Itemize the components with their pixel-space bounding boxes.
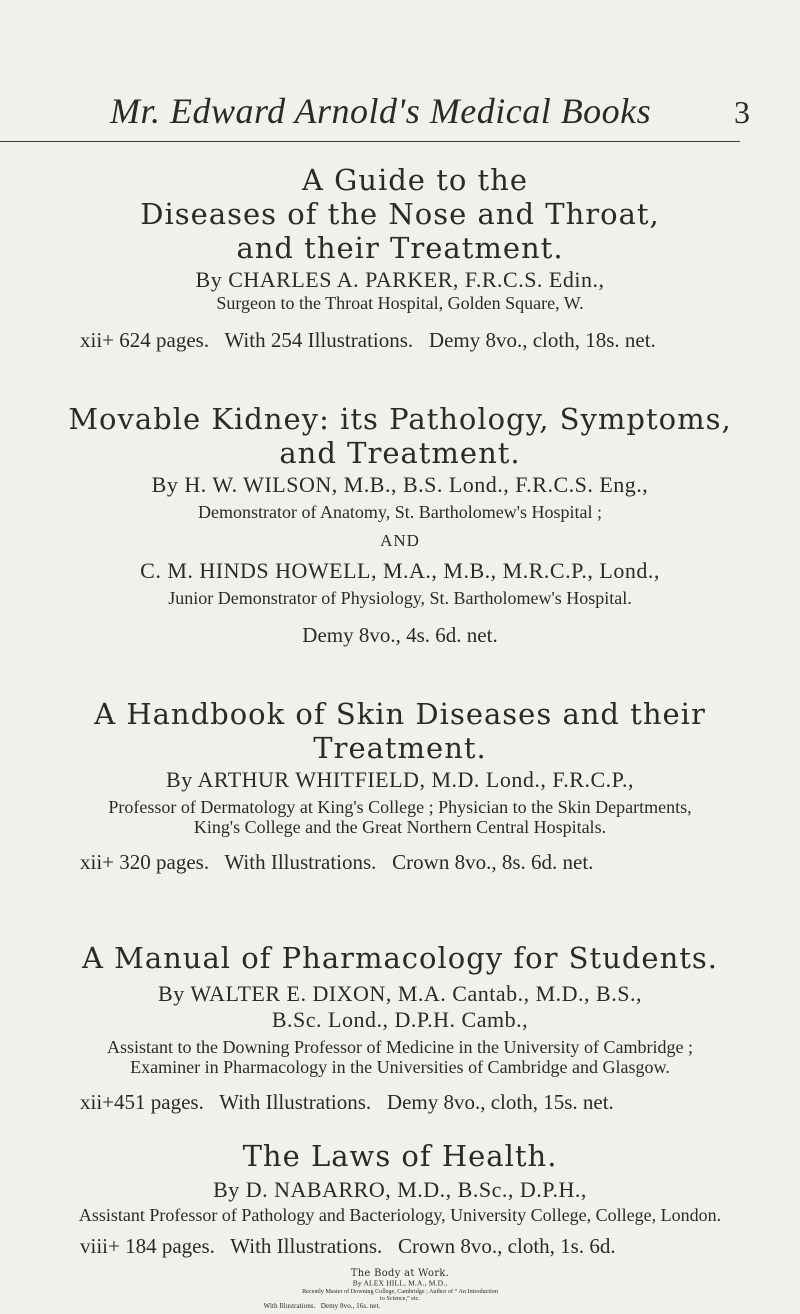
book-title-line: Treatment. [313, 731, 487, 765]
book-details: xii+ 320 pages. With Illustrations. Crown 8vo., 8s. 6d. net. [80, 850, 594, 874]
author-description: Junior Demonstrator of Physiology, St. Bartholomew's Hospital. [168, 588, 632, 608]
book-entry-skin-diseases [0, 697, 800, 875]
book-author: By WALTER E. DIXON, M.A. Cantab., M.D., B.S., [158, 981, 642, 1006]
book-details: Demy 8vo., 4s. 6d. net. [302, 623, 498, 647]
book-title-line: The Body at Work. [350, 1267, 450, 1279]
book-title-line: A Manual of Pharmacology for Students. [81, 941, 719, 975]
book-title-line: A Guide to the [301, 163, 529, 197]
book-details: xii+ 624 pages. With 254 Illustrations. Demy 8vo., cloth, 18s. net. [80, 328, 656, 352]
book-details: With Illustrations. Demy 8vo., 16s. net. [263, 1301, 381, 1310]
book-title-line: and their Treatment. [236, 231, 564, 265]
page-number: 3 [734, 94, 750, 130]
book-author: By H. W. WILSON, M.B., B.S. Lond., F.R.C.S. Eng., [151, 472, 649, 497]
book-entry-pharmacology [0, 941, 800, 1115]
book-author: By CHARLES A. PARKER, F.R.C.S. Edin., [195, 267, 605, 292]
author-description: King's College and the Great Northern Central Hospitals. [193, 817, 607, 837]
book-author: By ALEX HILL, M.A., M.D., [352, 1278, 448, 1288]
page-header [110, 90, 750, 132]
book-entry-movable-kidney [0, 402, 800, 648]
author-description: Recently Master of Downing College, Cambridge ; Author of “ An Introduction [302, 1287, 498, 1295]
author-description: Surgeon to the Throat Hospital, Golden Square, W. [216, 293, 584, 313]
author-description: to Science,” etc. [380, 1294, 420, 1302]
book-author: By D. NABARRO, M.D., B.Sc., D.P.H., [213, 1177, 587, 1202]
book-entry-laws-of-health [0, 1139, 800, 1259]
book-author: C. M. HINDS HOWELL, M.A., M.B., M.R.C.P., Lond., [140, 558, 660, 583]
book-entry-nose-throat [0, 163, 800, 353]
book-title-line: The Laws of Health. [242, 1139, 558, 1173]
author-description: Demonstrator of Anatomy, St. Bartholomew's Hospital ; [197, 502, 603, 522]
book-author: By ARTHUR WHITFIELD, M.D. Lond., F.R.C.P., [166, 767, 634, 792]
book-details: xii+451 pages. With Illustrations. Demy 8vo., cloth, 15s. net. [80, 1090, 614, 1114]
author-description: Assistant to the Downing Professor of Medicine in the University of Cambridge ; [107, 1037, 693, 1057]
book-title-line: and Treatment. [279, 436, 521, 470]
book-title-line: Diseases of the Nose and Throat, [140, 197, 660, 231]
book-title-line: A Handbook of Skin Diseases and their [94, 697, 706, 731]
author-description: Examiner in Pharmacology in the Universities of Cambridge and Glasgow. [130, 1057, 670, 1077]
book-entry-body-at-work [263, 1267, 536, 1310]
book-author: B.Sc. Lond., D.P.H. Camb., [271, 1007, 529, 1032]
author-description: Assistant Professor of Pathology and Bacteriology, University College, College, London. [78, 1205, 722, 1225]
and-separator: AND [380, 531, 420, 550]
header-title: Mr. Edward Arnold's Medical Books [110, 91, 652, 131]
header-rule [0, 141, 740, 142]
author-description: Professor of Dermatology at King's College ; Physician to the Skin Departments, [108, 797, 692, 817]
book-title-line: Movable Kidney: its Pathology, Symptoms, [68, 402, 732, 436]
book-details: viii+ 184 pages. With Illustrations. Crown 8vo., cloth, 1s. 6d. [80, 1234, 616, 1258]
